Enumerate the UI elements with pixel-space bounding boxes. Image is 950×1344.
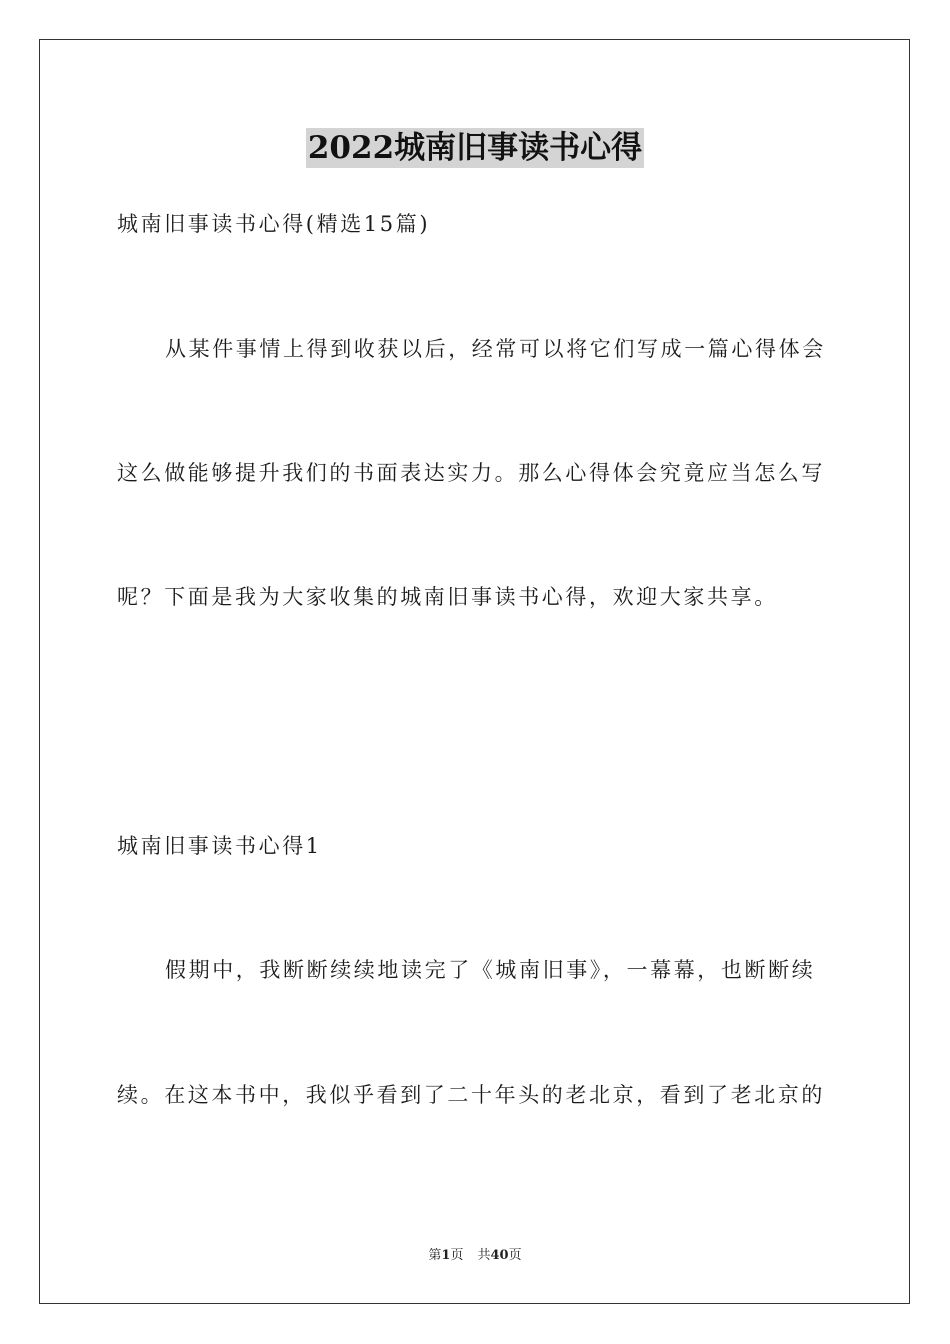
footer-total-prefix: 共	[477, 1248, 491, 1263]
footer-total-suffix: 页	[508, 1248, 522, 1263]
page-footer	[0, 1247, 950, 1265]
footer-total-pages: 40	[490, 1248, 509, 1263]
intro-line-1: 从某件事情上得到收获以后，经常可以将它们写成一篇心得体会	[165, 337, 826, 361]
document-title: 2022城南旧事读书心得	[307, 130, 643, 166]
footer-page-suffix: 页	[450, 1248, 464, 1263]
footer-page-number: 1	[441, 1248, 451, 1263]
title-container	[0, 128, 950, 168]
section-line-2: 续。在这本书中，我似乎看到了二十年头的老北京，看到了老北京的	[117, 1083, 825, 1107]
intro-line-2: 这么做能够提升我们的书面表达实力。那么心得体会究竟应当怎么写	[117, 461, 825, 485]
section-heading: 城南旧事读书心得1	[117, 834, 322, 858]
footer-page-prefix: 第	[428, 1248, 442, 1263]
document-subtitle: 城南旧事读书心得(精选15篇)	[117, 212, 431, 236]
intro-line-3: 呢？下面是我为大家收集的城南旧事读书心得，欢迎大家共享。	[117, 585, 778, 609]
section-line-1: 假期中，我断断续续地读完了《城南旧事》，一幕幕，也断断续	[165, 958, 816, 982]
